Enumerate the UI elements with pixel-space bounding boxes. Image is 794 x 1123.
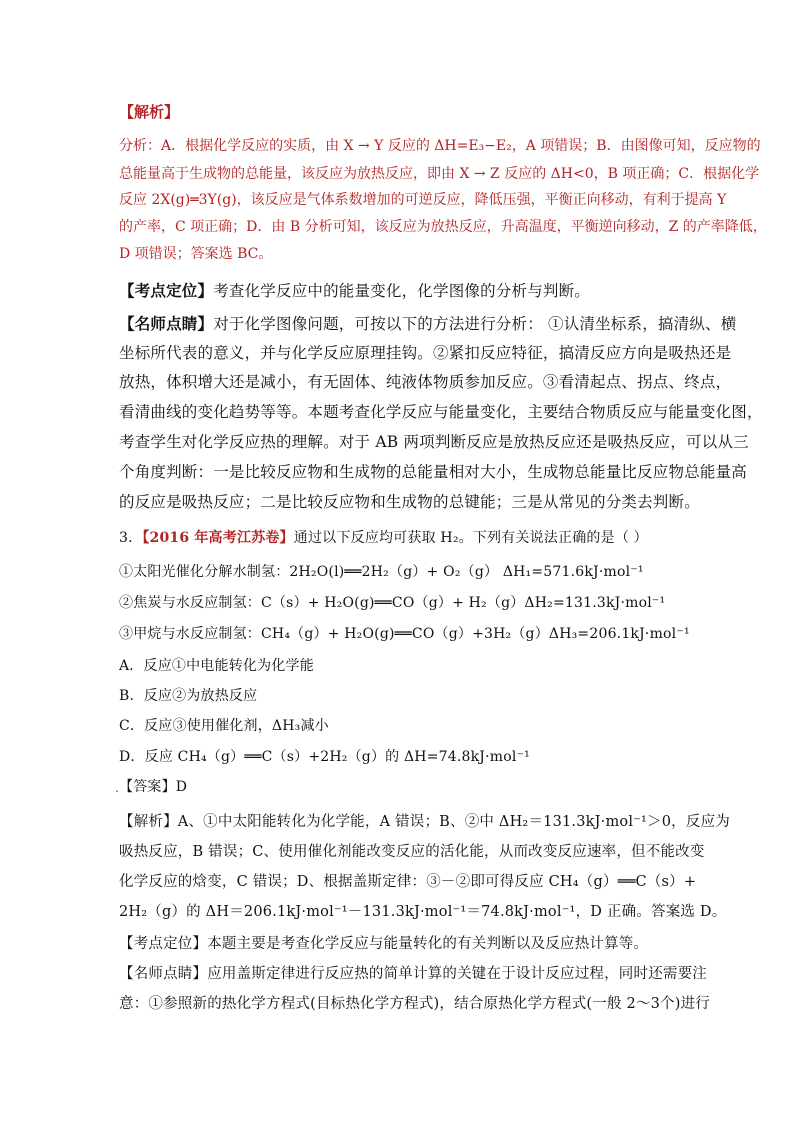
mingshi-line: 对于化学图像问题，可按以下的方法进行分析： ①认清坐标系，搞清纵、横: [213, 315, 737, 333]
answer-line: 【答案】D: [119, 779, 188, 795]
kaodian-text: 考查化学反应中的能量变化，化学图像的分析与判断。: [213, 282, 591, 300]
mingshi-line: 考查学生对化学反应热的理解。对于 AB 两项判断反应是放热反应还是吸热反应，可以从三: [119, 433, 749, 451]
option-a: A．反应①中电能转化为化学能: [119, 658, 314, 674]
option-b: B．反应②为放热反应: [119, 688, 258, 704]
question-3-stem: [119, 528, 648, 548]
mingshi-line: 的反应是吸热反应；二是比较反应物和生成物的总键能；三是从常见的分类去判断。: [119, 493, 700, 511]
kaodian-line-q3: 【考点定位】本题主要是考查化学反应与能量转化的有关判断以及反应热计算等。: [119, 936, 649, 952]
mingshi-label: 【名师点睛】: [119, 314, 214, 333]
analysis-line: 分析：A．根据化学反应的实质，由 X → Y 反应的 ΔH=E₃−E₂，A 项错误；B．由图像可知，反应物的: [119, 138, 761, 154]
analysis-line: 总能量高于生成物的总能量，该反应为放热反应，即由 X → Z 反应的 ΔH<0，B 项正确；C．根据化学: [119, 166, 760, 182]
question-text: 通过以下反应均可获取 H₂。下列有关说法正确的是（ ）: [293, 530, 648, 546]
kaodian-label: 【考点定位】: [119, 281, 214, 300]
jiexi-line: 吸热反应，B 错误；C、使用催化剂能改变反应的活化能，从而改变反应速率，但不能改变: [119, 844, 705, 860]
analysis-line: D 项错误；答案选 BC。: [119, 246, 273, 262]
question-number: 3．: [119, 530, 143, 546]
analysis-line: 的产率，C 项正确；D．由 B 分析可知，该反应为放热反应，升高温度，平衡逆向移动，Z 的产率降低，: [119, 219, 767, 235]
jiexi-line: 化学反应的焓变，C 错误；D、根据盖斯定律：③－②即可得反应 CH₄（g）══C（s）+: [119, 874, 697, 890]
option-d: D．反应 CH₄（g）══C（s）+2H₂（g）的 ΔH=74.8kJ·mol⁻¹: [119, 749, 530, 765]
mingshi-line: 坐标所代表的意义，并与化学反应原理挂钩。②紧扣反应特征，搞清反应方向是吸热还是: [119, 344, 732, 362]
question-source: 【2016 年高考江苏卷】: [142, 530, 294, 546]
reaction-2: ②焦炭与水反应制氢：C（s）+ H₂O(g)══CO（g）+ H₂（g）ΔH₂=131.3kJ·mol⁻¹: [119, 595, 666, 611]
kaodian-paragraph: [119, 281, 590, 301]
mingshi-line: 放热，体积增大还是减小，有无固体、纯液体物质参加反应。③看清起点、拐点、终点，: [119, 373, 732, 391]
reaction-3: ③甲烷与水反应制氢：CH₄（g）+ H₂O(g)══CO（g）+3H₂（g）ΔH₃=206.1kJ·mol⁻¹: [119, 626, 690, 642]
jiexi-line: 2H₂（g）的 ΔH＝206.1kJ·mol⁻¹－131.3kJ·mol⁻¹＝74.8kJ·mol⁻¹，D 正确。答案选 D。: [119, 904, 727, 920]
mingshi-line: 看清曲线的变化趋势等等。本题考查化学反应与能量变化，主要结合物质反应与能量变化图，: [119, 403, 763, 421]
jiexi-line: 【解析】A、①中太阳能转化为化学能，A 错误；B、②中 ΔH₂＝131.3kJ·mol⁻¹＞0，反应为: [119, 814, 730, 830]
analysis-line: 反应 2X(g)═3Y(g)，该反应是气体系数增加的可逆反应，降低压强，平衡正向移动，有利于提高 Y: [119, 192, 727, 208]
reaction-1: ①太阳光催化分解水制氢：2H₂O(l)══2H₂（g）+ O₂（g） ΔH₁=571.6kJ·mol⁻¹: [119, 564, 644, 580]
mingshi-line: 个角度判断：一是比较反应物和生成物的总能量相对大小，生成物总能量比反应物总能量高: [119, 463, 748, 481]
mingshi-paragraph: [119, 314, 736, 334]
answer-marker: .: [115, 781, 119, 795]
option-c: C．反应③使用催化剂，ΔH₃减小: [119, 718, 329, 734]
mingshi-line-q3: 【名师点睛】应用盖斯定律进行反应热的简单计算的关键在于设计反应过程，同时还需要注: [119, 966, 707, 982]
mingshi-line-q3: 意：①参照新的热化学方程式(目标热化学方程式)，结合原热化学方程式(一般 2～3个)进行: [119, 996, 710, 1012]
analysis-heading: 【解析】: [119, 103, 180, 121]
